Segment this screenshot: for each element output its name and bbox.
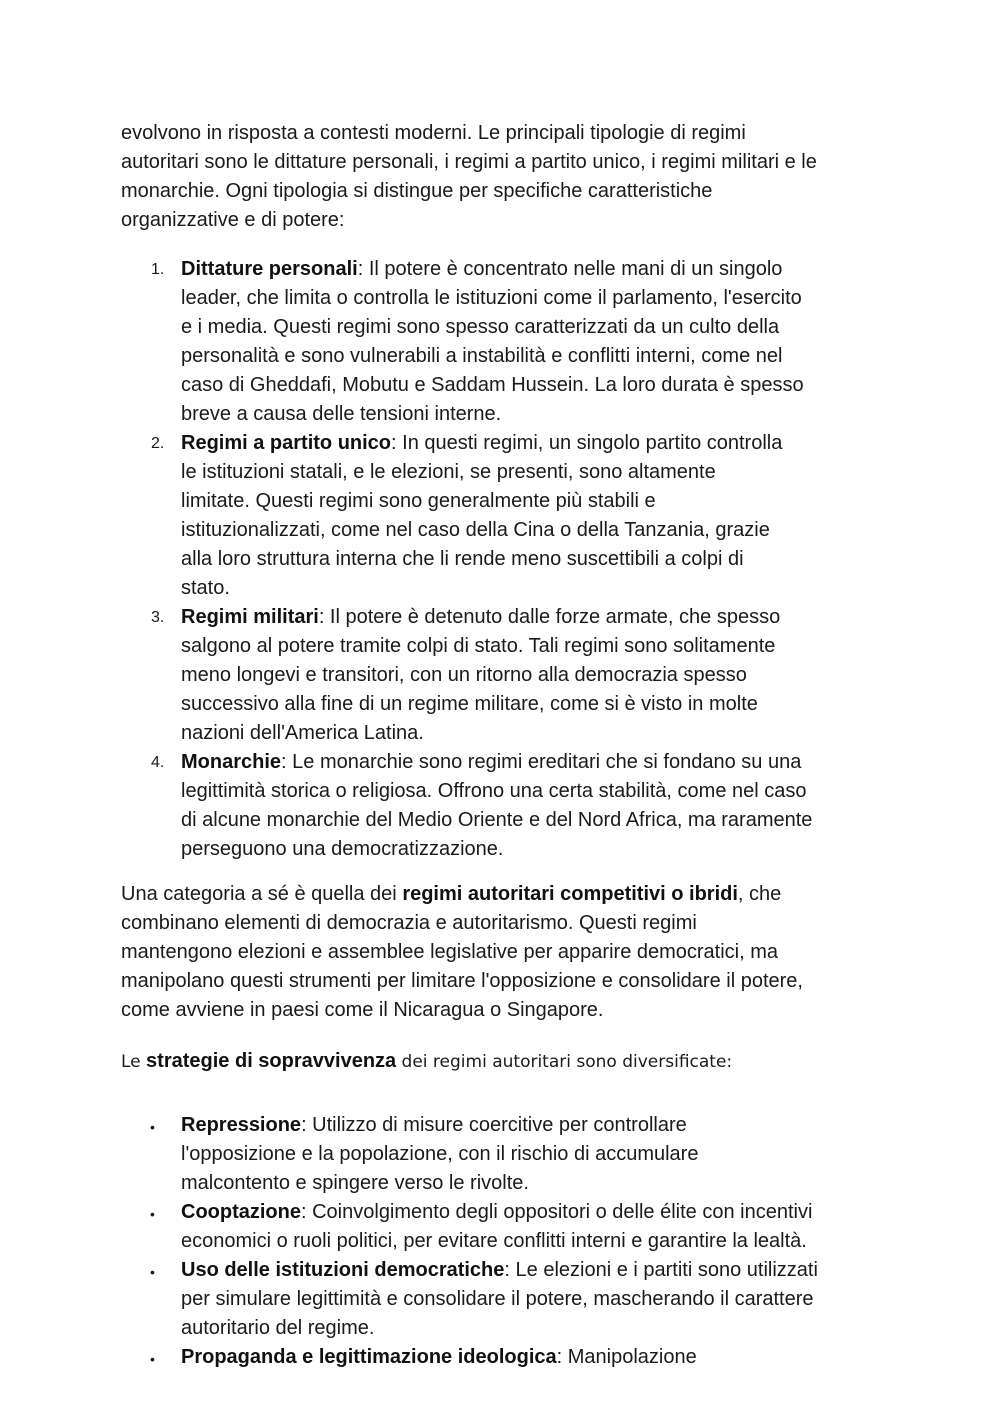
text-span: dei regimi autoritari sono diversificate: [396, 1052, 733, 1072]
hybrid-regimes-paragraph [121, 880, 911, 1025]
bullet-icon: • [150, 1206, 155, 1222]
list-item-personal-dictatorships [0, 255, 881, 429]
list-item-term: Dittature personali [181, 258, 358, 280]
list-item-cooptation [0, 1198, 881, 1256]
text-line: breve a causa delle tensioni interne. [181, 403, 502, 425]
list-number: 3. [151, 609, 165, 626]
text-line: : Manipolazione [556, 1346, 697, 1368]
text-line: le istituzioni statali, e le elezioni, se presenti, sono altamente [181, 461, 716, 483]
text-line: autoritari sono le dittature personali, i regimi a partito unico, i regimi militari e le [121, 151, 817, 173]
bullet-icon: • [150, 1264, 155, 1280]
text-line: : Le monarchie sono regimi ereditari che si fondano su una [281, 751, 802, 773]
text-line: come avviene in paesi come il Nicaragua o Singapore. [121, 999, 604, 1021]
text-line: alla loro struttura interna che li rende meno suscettibili a colpi di [181, 548, 744, 570]
list-item-term: Cooptazione [181, 1201, 301, 1223]
list-item-military-regimes [0, 603, 881, 748]
text-line: autoritario del regime. [181, 1317, 375, 1339]
text-line: personalità e sono vulnerabili a instabilità e conflitti interni, come nel [181, 345, 783, 367]
text-line: stato. [181, 577, 230, 599]
regime-types-list [0, 255, 881, 864]
strategies-term: strategie di sopravvivenza [146, 1050, 397, 1072]
list-item-term: Regimi a partito unico [181, 432, 392, 454]
list-number: 4. [151, 754, 165, 771]
text-line: combinano elementi di democrazia e autoritarismo. Questi regimi [121, 912, 697, 934]
text-line: successivo alla fine di un regime militare, come si è visto in molte [181, 693, 758, 715]
bullet-icon: • [150, 1119, 155, 1135]
list-number: 1. [151, 261, 165, 278]
list-item-single-party-regimes [0, 429, 881, 603]
text-line: caso di Gheddafi, Mobutu e Saddam Hussein. La loro durata è spesso [181, 374, 804, 396]
list-item-term: Monarchie [181, 751, 282, 773]
list-item-term: Regimi militari [181, 606, 319, 628]
text-line: : Utilizzo di misure coercitive per controllare [301, 1114, 687, 1136]
text-line: meno longevi e transitori, con un ritorno alla democrazia spesso [181, 664, 747, 686]
text-span: , che [737, 883, 782, 905]
text-span: Una categoria a sé è quella dei [121, 883, 403, 905]
text-line: monarchie. Ogni tipologia si distingue per specifiche caratteristiche [121, 180, 713, 202]
list-number: 2. [151, 435, 165, 452]
text-line: istituzionalizzati, come nel caso della Cina o della Tanzania, grazie [181, 519, 770, 541]
list-item-propaganda [0, 1343, 881, 1372]
text-line: : Coinvolgimento degli oppositori o delle élite con incentivi [301, 1201, 813, 1223]
text-line: limitate. Questi regimi sono generalmente più stabili e [181, 490, 656, 512]
text-line: evolvono in risposta a contesti moderni. Le principali tipologie di regimi [121, 122, 746, 144]
text-line: per simulare legittimità e consolidare il potere, mascherando il carattere [181, 1288, 814, 1310]
text-line: : In questi regimi, un singolo partito controlla [391, 432, 783, 454]
text-line: : Il potere è detenuto dalle forze armate, che spesso [318, 606, 781, 628]
strategies-intro [121, 1047, 911, 1077]
text-line: salgono al potere tramite colpi di stato. Tali regimi sono solitamente [181, 635, 776, 657]
bullet-icon: • [150, 1351, 155, 1367]
text-line: : Le elezioni e i partiti sono utilizzati [504, 1259, 818, 1281]
list-item-repression [0, 1111, 881, 1198]
text-line: e i media. Questi regimi sono spesso caratterizzati da un culto della [181, 316, 780, 338]
hybrid-term: regimi autoritari competitivi o ibridi [402, 883, 738, 905]
text-line: leader, che limita o controlla le istituzioni come il parlamento, l'esercito [181, 287, 802, 309]
intro-paragraph [121, 119, 911, 235]
survival-strategies-list [0, 1111, 881, 1372]
list-item-monarchies [0, 748, 881, 864]
text-span: Le [121, 1052, 147, 1072]
text-line: nazioni dell'America Latina. [181, 722, 424, 744]
list-item-term: Uso delle istituzioni democratiche [181, 1259, 505, 1281]
list-item-term: Repressione [181, 1114, 302, 1136]
text-line: : Il potere è concentrato nelle mani di un singolo [357, 258, 783, 280]
text-line: legittimità storica o religiosa. Offrono una certa stabilità, come nel caso [181, 780, 807, 802]
text-line: malcontento e spingere verso le rivolte. [181, 1172, 529, 1194]
text-line: manipolano questi strumenti per limitare l'opposizione e consolidare il potere, [121, 970, 803, 992]
text-line: mantengono elezioni e assemblee legislative per apparire democratici, ma [121, 941, 779, 963]
text-line: economici o ruoli politici, per evitare conflitti interni e garantire la lealtà. [181, 1230, 807, 1252]
text-line: perseguono una democratizzazione. [181, 838, 504, 860]
text-line: organizzative e di potere: [121, 209, 345, 231]
text-line: di alcune monarchie del Medio Oriente e del Nord Africa, ma raramente [181, 809, 813, 831]
list-item-democratic-institutions [0, 1256, 881, 1343]
list-item-term: Propaganda e legittimazione ideologica [181, 1346, 557, 1368]
text-line: l'opposizione e la popolazione, con il rischio di accumulare [181, 1143, 699, 1165]
